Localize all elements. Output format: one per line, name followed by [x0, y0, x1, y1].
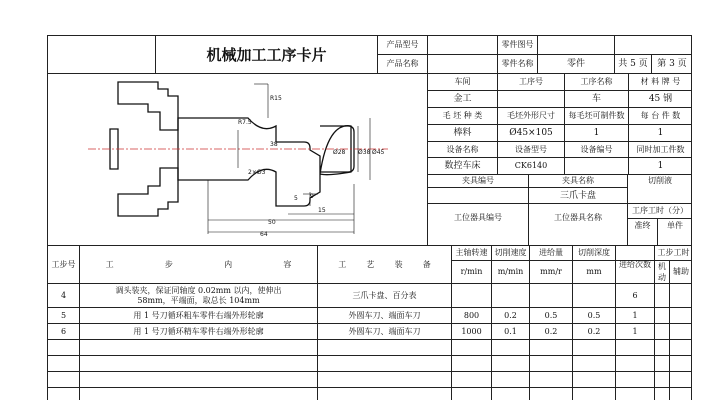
header-passes: 进给次数 [619, 259, 651, 269]
part-outline [178, 118, 351, 206]
equipment-name-value: 数控车床 [444, 161, 481, 171]
header-machine: 机动 [658, 262, 666, 282]
total-pages: 共 5 页 [618, 59, 648, 69]
material-value: 45 钢 [648, 94, 673, 104]
fixture-no-label: 夹具编号 [462, 176, 494, 185]
simultaneous-label: 同时加工件数 [636, 144, 685, 154]
dim-5: 5 [294, 195, 298, 202]
row-6-passes: 1 [632, 326, 638, 336]
row-6-depth: 0.2 [587, 326, 601, 336]
header-feed-unit: mm/r [540, 267, 562, 276]
equipment-no-label: 设备编号 [580, 144, 613, 154]
equipment-name-label: 设备名称 [446, 144, 479, 154]
pieces-per-blank-value: 1 [593, 128, 600, 138]
header-content: 工 步 内 容 [105, 259, 292, 269]
row-4-depth [573, 284, 615, 307]
coolant-label: 切削液 [648, 176, 672, 185]
card-title: 机械加工工序卡片 [206, 45, 327, 64]
row-6-step: 6 [60, 326, 67, 336]
dim-38: 38 [270, 141, 278, 148]
header-cutting-speed: 切削速度 [494, 248, 527, 257]
row-4-content: 调头装夹，保证同轴度 0.02mm 以内，使伸出 58mm，平端面，取总长 104mm [115, 285, 282, 305]
header-step-time: 工步工时 [657, 248, 690, 257]
row-4-cut [492, 284, 529, 307]
workshop-value: 金工 [453, 94, 472, 104]
row-5-content: 用 1 号刀循环粗车零件右端外形轮廓 [133, 310, 264, 320]
header-depth: 切削深度 [578, 248, 610, 257]
row-4-step: 4 [60, 290, 67, 300]
dim-d45: Ø45 [372, 149, 385, 156]
header-aux: 辅助 [673, 267, 689, 276]
station-no-label: 工位器具编号 [454, 213, 502, 222]
process-no-label: 工序号 [519, 77, 543, 86]
dim-15: 15 [318, 207, 326, 214]
blank-type-label: 毛 坯 种 类 [442, 111, 483, 120]
row-6-content: 用 1 号刀循环精车零件右端外形轮廓 [133, 326, 264, 336]
chuck-jaw-upper [118, 82, 178, 130]
fixture-name-value: 三爪卡盘 [559, 190, 596, 201]
part-no-label: 零件图号 [501, 40, 534, 49]
dim-64: 64 [260, 231, 268, 238]
header-spindle-speed: 主轴转速 [455, 248, 488, 257]
material-label: 材 料 牌 号 [640, 77, 681, 86]
row-4-equipment: 三爪卡盘、百分表 [352, 290, 417, 300]
row-6-feed: 0.2 [544, 326, 558, 336]
equipment-model-value: CK6140 [514, 161, 548, 170]
workshop-label: 车间 [454, 77, 471, 86]
header-equipment: 工 艺 装 备 [338, 259, 431, 269]
row-4-passes: 6 [632, 290, 638, 300]
blank-size-label: 毛坯外形尺寸 [507, 111, 555, 120]
chuck-jaw-lower [118, 168, 178, 216]
fixture-name-label: 夹具名称 [562, 176, 594, 185]
row-5-step: 5 [60, 310, 67, 320]
dim-9: 9 [310, 193, 314, 200]
part-no-value [538, 36, 614, 54]
process-no-value [498, 91, 564, 107]
product-name-label: 产品名称 [386, 59, 419, 68]
part-name-value: 零件 [566, 59, 585, 69]
row-4-speed [452, 284, 491, 307]
dim-r15: R15 [270, 95, 282, 102]
simultaneous-value: 1 [657, 161, 664, 171]
dim-2xd3: 2×Ø3 [248, 169, 266, 176]
pieces-per-unit-label: 每 台 件 数 [640, 111, 681, 120]
row-6-equipment: 外圆车刀、端面车刀 [348, 326, 421, 336]
row-5-cut: 0.2 [504, 310, 517, 320]
row-5-passes: 1 [632, 310, 638, 320]
blank-size-value: Ø45×105 [509, 128, 553, 138]
row-5-speed: 800 [463, 310, 480, 320]
prep-label: 准终 [634, 220, 651, 230]
header-step-no: 工步号 [51, 259, 76, 269]
unit-label: 单件 [667, 220, 683, 230]
equipment-no-value [565, 158, 628, 174]
dim-d38: Ø38 [358, 149, 371, 156]
header-cutting-unit: m/min [497, 267, 524, 276]
pieces-per-unit-value: 1 [657, 128, 664, 138]
page-number: 第 3 页 [657, 59, 687, 69]
row-6-cut: 0.1 [504, 326, 517, 336]
process-name-value: 车 [591, 94, 601, 104]
equipment-model-label: 设备型号 [515, 144, 547, 154]
product-name-value [428, 55, 497, 73]
header-depth-unit: mm [586, 267, 602, 276]
product-model-label: 产品型号 [386, 40, 419, 49]
row-6-speed: 1000 [461, 326, 482, 336]
row-4-feed [530, 284, 572, 307]
dim-50: 50 [268, 219, 276, 226]
row-5-depth: 0.5 [587, 310, 601, 320]
dim-d28: Ø28 [333, 149, 346, 156]
row-5-equipment: 外圆车刀、端面车刀 [348, 310, 421, 320]
dim-r7-5: R7.5 [238, 119, 252, 126]
pieces-per-blank-label: 每毛坯可制件数 [568, 111, 625, 120]
station-name-label: 工位器具名称 [554, 213, 602, 222]
product-model-value [428, 36, 497, 54]
row-5-feed: 0.5 [544, 310, 558, 320]
header-feed: 进给量 [539, 248, 563, 257]
blank-type-value: 棒料 [453, 128, 472, 138]
process-name-label: 工序名称 [580, 77, 613, 86]
time-label: 工序工时（分） [632, 206, 688, 215]
header-spindle-unit: r/min [460, 267, 483, 276]
part-name-label: 零件名称 [501, 59, 534, 68]
part-drawing [48, 74, 427, 245]
